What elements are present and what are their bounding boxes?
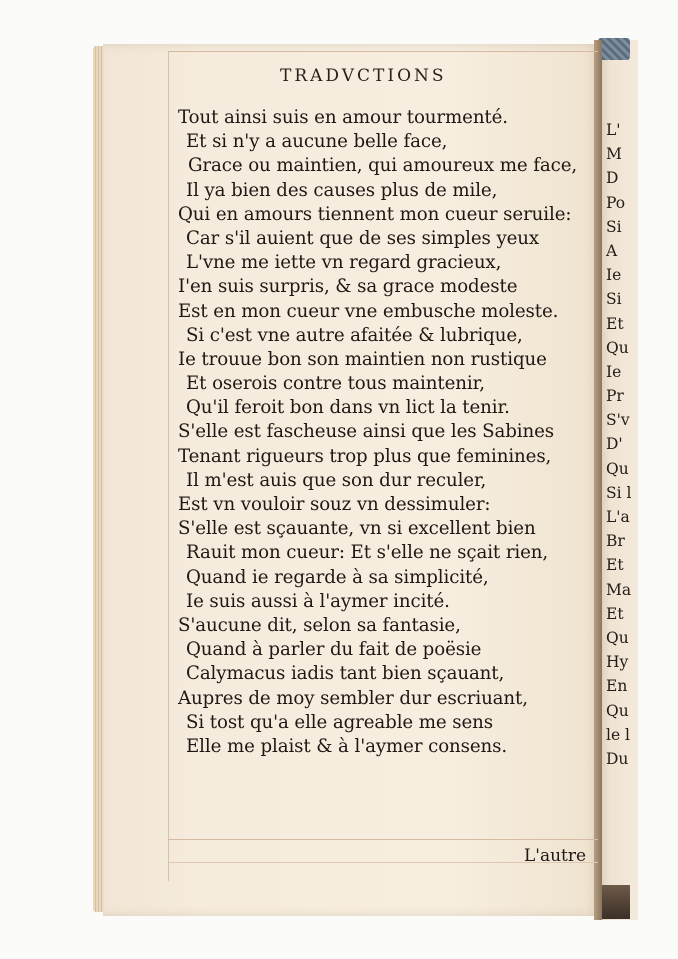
poem-line: S'elle est sçauante, vn si excellent bien xyxy=(178,518,536,540)
poem-text xyxy=(178,106,598,759)
poem-line: Il ya bien des causes plus de mile, xyxy=(186,179,498,201)
poem-line: Quand ie regarde à sa simplicité, xyxy=(186,566,489,588)
running-head: TRADVCTIONS xyxy=(280,66,447,86)
poem-line: Quand à parler du fait de poësie xyxy=(186,639,482,661)
poem-line: Tout ainsi suis en amour tourmenté. xyxy=(178,107,508,128)
facing-line-fragment: Pr xyxy=(606,387,624,406)
facing-line-fragment: L'a xyxy=(606,508,630,526)
facing-line-fragment: Et xyxy=(606,314,624,333)
catchword: L'autre xyxy=(524,846,587,866)
facing-page-text xyxy=(606,118,636,771)
facing-line-fragment: Si xyxy=(606,290,622,309)
poem-line: Il m'est auis que son dur reculer, xyxy=(186,469,487,491)
facing-line-fragment: Qu xyxy=(606,701,629,720)
facing-line-fragment: Si l xyxy=(606,483,632,502)
facing-line-fragment: Et xyxy=(606,556,624,575)
poem-line: Est en mon cueur vne embusche moleste. xyxy=(178,300,559,322)
poem-line: Rauit mon cueur: Et s'elle ne sçait rien, xyxy=(186,542,549,564)
poem-line: Ie suis aussi à l'aymer incité. xyxy=(186,590,450,612)
bookmark-ribbon xyxy=(598,38,630,60)
facing-line-fragment: Du xyxy=(606,749,629,768)
book-spine xyxy=(600,885,630,919)
poem-line: Et oserois contre tous maintenir, xyxy=(186,373,485,395)
poem-line: Est vn vouloir souz vn dessimuler: xyxy=(178,494,491,515)
poem-line: Elle me plaist & à l'aymer consens. xyxy=(186,735,508,757)
poem-line: Si tost qu'a elle agreable me sens xyxy=(186,711,493,733)
poem-line: Calymacus iadis tant bien sçauant, xyxy=(186,663,505,685)
poem-line: S'aucune dit, selon sa fantasie, xyxy=(178,614,461,636)
poem-line: Aupres de moy sembler dur escriuant, xyxy=(178,687,528,709)
poem-line: Car s'il auient que de ses simples yeux xyxy=(186,227,540,249)
poem-line: I'en suis surpris, & sa grace modeste xyxy=(178,276,518,298)
facing-line-fragment: Et xyxy=(606,604,624,623)
poem-line: L'vne me iette vn regard gracieux, xyxy=(186,252,502,274)
facing-line-fragment: S'v xyxy=(606,411,630,430)
facing-line-fragment: L' xyxy=(606,121,621,139)
facing-line-fragment: Po xyxy=(606,193,626,212)
facing-line-fragment: le l xyxy=(606,725,631,744)
facing-line-fragment: D' xyxy=(606,435,623,454)
page-rule-left xyxy=(168,51,169,881)
facing-line-fragment: M xyxy=(606,145,622,164)
facing-line-fragment: Qu xyxy=(606,459,629,478)
poem-line: Et si n'y a aucune belle face, xyxy=(186,131,448,153)
facing-line-fragment: Si xyxy=(606,217,622,236)
facing-line-fragment: Ma xyxy=(606,580,632,599)
page-rule-top xyxy=(168,51,598,52)
poem-line: Grace ou maintien, qui amoureux me face, xyxy=(188,155,578,177)
facing-line-fragment: Br xyxy=(606,532,625,551)
page-rule-bottom xyxy=(168,839,598,840)
poem-line: Tenant rigueurs trop plus que feminines, xyxy=(178,445,552,467)
facing-line-fragment: Qu xyxy=(606,628,629,647)
facing-line-fragment: Ie xyxy=(606,266,622,285)
poem-line: Qu'il feroit bon dans vn lict la tenir. xyxy=(186,397,510,419)
facing-line-fragment: En xyxy=(606,677,628,696)
poem-line: S'elle est fascheuse ainsi que les Sabines xyxy=(178,421,555,443)
poem-line: Qui en amours tiennent mon cueur seruile: xyxy=(178,203,572,225)
facing-line-fragment: Hy xyxy=(606,653,629,672)
facing-line-fragment: Qu xyxy=(606,338,629,357)
poem-line: Si c'est vne autre afaitée & lubrique, xyxy=(186,324,523,346)
poem-line: Ie trouue bon son maintien non rustique xyxy=(178,348,547,370)
facing-line-fragment: D xyxy=(606,169,619,188)
facing-line-fragment: A xyxy=(606,241,618,260)
facing-line-fragment: Ie xyxy=(606,362,622,381)
